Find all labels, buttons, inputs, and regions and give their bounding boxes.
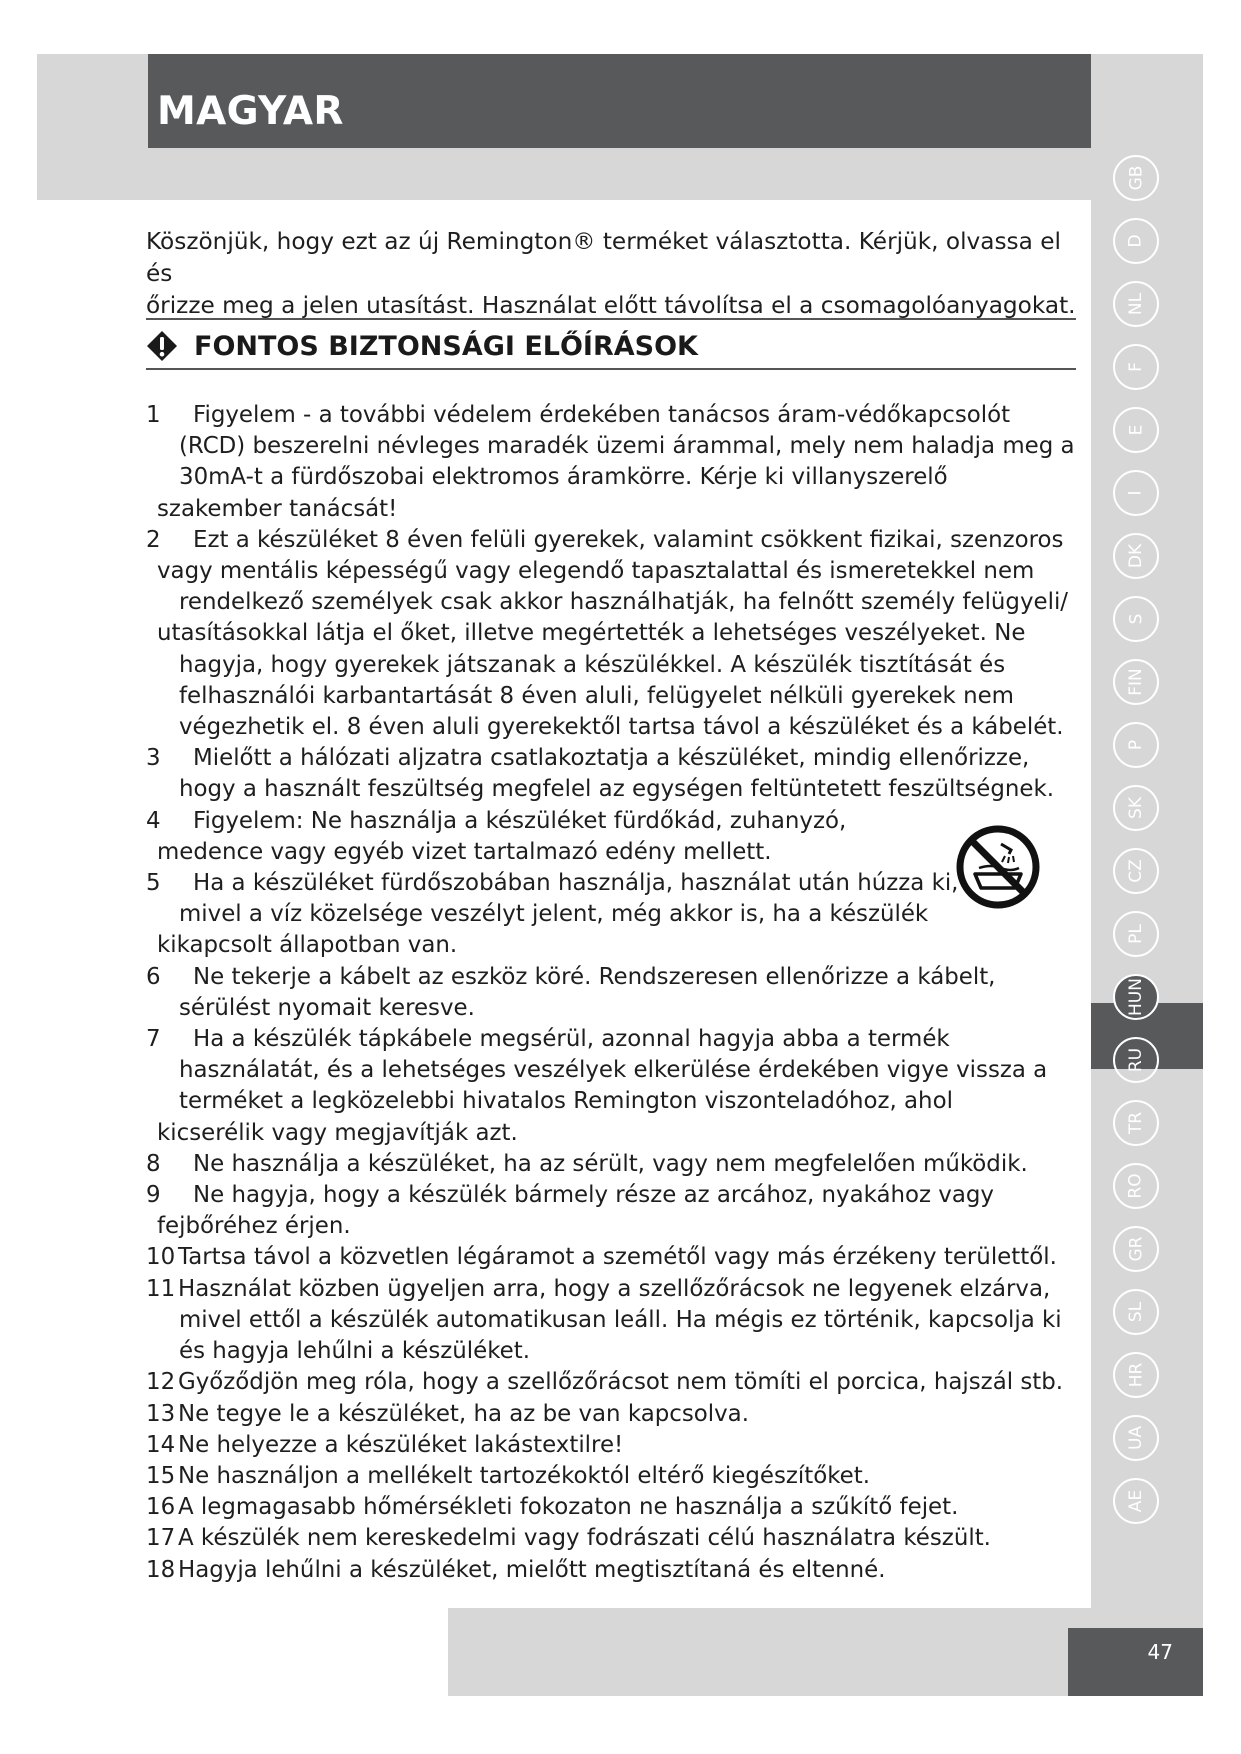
list-item — [146, 1430, 1086, 1461]
item-number: 15 — [146, 1462, 176, 1489]
language-tab-sl[interactable] — [1113, 1289, 1159, 1335]
language-code: I — [1125, 490, 1146, 496]
item-text: terméket a legközelebbi hivatalos Remington viszonteladóhoz, ahol — [179, 1088, 953, 1115]
item-text: A legmagasabb hőmérsékleti fokozaton ne használja a szűkítő fejet. — [178, 1494, 959, 1521]
language-code: GR — [1126, 1236, 1146, 1262]
item-text: mivel ettől a készülék automatikusan leáll. Ha mégis ez történik, kapcsolja ki — [179, 1306, 1062, 1333]
language-tab-hun[interactable] — [1113, 974, 1159, 1020]
item-text: Hagyja lehűlni a készüléket, mielőtt megtisztítaná és eltenné. — [178, 1556, 886, 1583]
language-code: SK — [1125, 797, 1146, 819]
language-tab-pl[interactable] — [1113, 911, 1159, 957]
list-item — [146, 400, 1086, 525]
language-tab-sk[interactable] — [1113, 785, 1159, 831]
list-item — [146, 1180, 1086, 1242]
item-text: mivel a víz közelsége veszélyt jelent, még akkor is, ha a készülék — [179, 901, 929, 928]
item-text: szakember tanácsát! — [157, 495, 398, 522]
language-tab-ua[interactable] — [1113, 1415, 1159, 1461]
item-number: 14 — [146, 1431, 176, 1458]
list-item — [146, 1024, 1086, 1149]
item-number: 10 — [146, 1244, 176, 1271]
page-title: MAGYAR — [157, 89, 344, 134]
language-tab-i[interactable] — [1113, 470, 1159, 516]
section-title: FONTOS BIZTONSÁGI ELŐÍRÁSOK — [194, 330, 698, 362]
list-item — [146, 1523, 1086, 1554]
item-text: sérülést nyomait keresve. — [179, 994, 475, 1021]
language-code: UA — [1125, 1425, 1146, 1451]
language-code: NL — [1125, 292, 1146, 316]
list-item — [146, 1555, 1086, 1586]
section-rule-top — [146, 318, 1076, 320]
language-tab-tr[interactable] — [1113, 1100, 1159, 1146]
item-text: Ne használjon a mellékelt tartozékoktól eltérő kiegészítőket. — [178, 1462, 870, 1489]
item-text: végezhetik el. 8 éven aluli gyerekektől tartsa távol a készüléket és a kábelét. — [179, 714, 1064, 741]
language-tab-ru[interactable] — [1113, 1037, 1159, 1083]
item-text: Ha a készülék tápkábele megsérül, azonnal hagyja abba a termék — [193, 1026, 950, 1053]
item-text: Figyelem: Ne használja a készüléket fürdőkád, zuhanyzó, — [193, 807, 847, 834]
language-tab-dk[interactable] — [1113, 533, 1159, 579]
list-item — [146, 1367, 1086, 1398]
language-tab-gb[interactable] — [1113, 155, 1159, 201]
language-tab-f[interactable] — [1113, 344, 1159, 390]
page-number-box — [1068, 1628, 1203, 1696]
item-text: Tartsa távol a közvetlen légáramot a szemétől vagy más érzékeny területtől. — [178, 1244, 1057, 1271]
item-text: medence vagy egyéb vizet tartalmazó edény mellett. — [157, 838, 772, 865]
item-text: Ha a készüléket fürdőszobában használja, használat után húzza ki, — [193, 870, 959, 897]
list-item — [146, 743, 1086, 805]
intro-text — [146, 226, 1076, 322]
intro-line: őrizze meg a jelen utasítást. Használat előtt távolítsa el a csomagolóanyagokat. — [146, 292, 1076, 319]
item-text: utasításokkal látja el őket, illetve megértették a lehetséges veszélyeket. Ne — [157, 620, 1026, 647]
item-number: 17 — [146, 1525, 176, 1552]
item-text: hogy a használt feszültség megfelel az egységen feltüntetett feszültségnek. — [179, 776, 1054, 803]
language-code: RO — [1125, 1173, 1146, 1199]
list-item — [146, 1242, 1086, 1273]
language-tab-fin[interactable] — [1113, 659, 1159, 705]
item-text: Ne hagyja, hogy a készülék bármely része az arcához, nyakához vagy — [193, 1182, 994, 1209]
list-item — [146, 806, 1086, 868]
safety-instructions-list — [146, 400, 1086, 1586]
language-code: D — [1126, 234, 1146, 248]
language-code: S — [1125, 613, 1146, 625]
language-tab-e[interactable] — [1113, 407, 1159, 453]
list-item — [146, 868, 1086, 962]
item-number: 12 — [146, 1369, 176, 1396]
language-tab-ro[interactable] — [1113, 1163, 1159, 1209]
language-title-bar — [148, 54, 1091, 148]
language-tab-ae[interactable] — [1113, 1478, 1159, 1524]
language-code: PL — [1125, 924, 1146, 944]
item-number: 1 — [146, 402, 161, 428]
item-text: Használat közben ügyeljen arra, hogy a szellőzőrácsok ne legyenek elzárva, — [178, 1275, 1051, 1302]
language-code: P — [1125, 739, 1146, 751]
item-number: 5 — [146, 870, 161, 897]
language-code: TR — [1125, 1111, 1146, 1135]
item-text: használatát, és a lehetséges veszélyek elkerülése érdekében vigye vissza a — [179, 1057, 1048, 1084]
item-number: 7 — [146, 1026, 161, 1053]
item-text: vagy mentális képességű vagy elegendő tapasztalattal és ismeretekkel nem — [157, 558, 1035, 585]
item-text: Ne tekerje a kábelt az eszköz köré. Rendszeresen ellenőrizze a kábelt, — [193, 963, 996, 990]
language-tab-d[interactable] — [1113, 218, 1159, 264]
page-number: 47 — [1147, 1640, 1173, 1664]
item-number: 8 — [146, 1150, 161, 1177]
item-number: 11 — [146, 1275, 176, 1302]
item-text: Győződjön meg róla, hogy a szellőzőrácsot nem tömíti el porcica, hajszál stb. — [178, 1369, 1064, 1396]
language-tabs — [1091, 140, 1203, 1620]
language-code: HUN — [1125, 978, 1146, 1016]
item-text: Ne helyezze a készüléket lakástextilre! — [178, 1431, 624, 1458]
item-text: Ne tegye le a készüléket, ha az be van kapcsolva. — [178, 1400, 749, 1427]
intro-line: Köszönjük, hogy ezt az új Remington® terméket választotta. Kérjük, olvassa el és — [146, 228, 1061, 287]
item-text: Ezt a készüléket 8 éven felüli gyerekek, valamint csökkent fizikai, szenzoros — [193, 526, 1064, 553]
item-text: Ne használja a készüléket, ha az sérült, vagy nem megfelelően működik. — [193, 1150, 1028, 1177]
section-rule-bottom — [146, 368, 1076, 370]
list-item — [146, 1492, 1086, 1523]
section-heading — [146, 324, 1076, 368]
item-text: felhasználói karbantartását 8 éven aluli, felügyelet nélküli gyerekek nem — [179, 682, 1014, 709]
language-tab-gr[interactable] — [1113, 1226, 1159, 1272]
language-code: GB — [1126, 165, 1146, 191]
language-code: FIN — [1125, 668, 1146, 696]
language-tab-p[interactable] — [1113, 722, 1159, 768]
item-text: Mielőtt a hálózati aljzatra csatlakoztatja a készüléket, mindig ellenőrizze, — [193, 745, 1030, 772]
item-text: kikapcsolt állapotban van. — [157, 932, 458, 959]
item-text: (RCD) beszerelni névleges maradék üzemi árammal, mely nem haladja meg a — [179, 433, 1075, 460]
item-number: 6 — [146, 963, 161, 990]
no-bathtub-icon — [955, 824, 1041, 910]
language-code: AE — [1126, 1489, 1146, 1513]
item-number: 4 — [146, 807, 161, 834]
item-text: fejbőréhez érjen. — [157, 1213, 351, 1240]
language-tab-hr[interactable] — [1113, 1352, 1159, 1398]
item-text: és hagyja lehűlni a készüléket. — [179, 1338, 531, 1365]
list-item — [146, 1274, 1086, 1368]
item-text: A készülék nem kereskedelmi vagy fodrászati célú használatra készült. — [178, 1525, 991, 1552]
list-item — [146, 525, 1086, 743]
language-code: CZ — [1126, 859, 1146, 883]
language-code: E — [1126, 424, 1146, 436]
item-number: 2 — [146, 526, 161, 553]
warning-diamond-icon — [146, 330, 178, 362]
item-number: 3 — [146, 745, 161, 772]
language-code: SL — [1125, 1301, 1146, 1323]
item-text: kicserélik vagy megjavítják azt. — [157, 1119, 518, 1146]
item-number: 9 — [146, 1182, 161, 1209]
language-tab-s[interactable] — [1113, 596, 1159, 642]
item-text: 30mA-t a fürdőszobai elektromos áramkörre. Kérje ki villanyszerelő — [179, 464, 948, 491]
language-code: RU — [1125, 1047, 1146, 1073]
language-tab-cz[interactable] — [1113, 848, 1159, 894]
language-code: F — [1126, 362, 1146, 372]
list-item — [146, 1461, 1086, 1492]
language-tab-nl[interactable] — [1113, 281, 1159, 327]
list-item — [146, 1149, 1086, 1180]
item-text: Figyelem - a további védelem érdekében tanácsos áram-védőkapcsolót — [193, 402, 1011, 428]
language-code: HR — [1125, 1362, 1146, 1388]
list-item — [146, 1399, 1086, 1430]
language-code: DK — [1126, 543, 1146, 569]
item-text: hagyja, hogy gyerekek játszanak a készülékkel. A készülék tisztítását és — [179, 651, 1006, 678]
item-number: 16 — [146, 1494, 176, 1521]
item-text: rendelkező személyek csak akkor használhatják, ha felnőtt személy felügyeli/ — [179, 589, 1069, 616]
list-item — [146, 962, 1086, 1024]
item-number: 18 — [146, 1556, 176, 1583]
item-number: 13 — [146, 1400, 176, 1427]
